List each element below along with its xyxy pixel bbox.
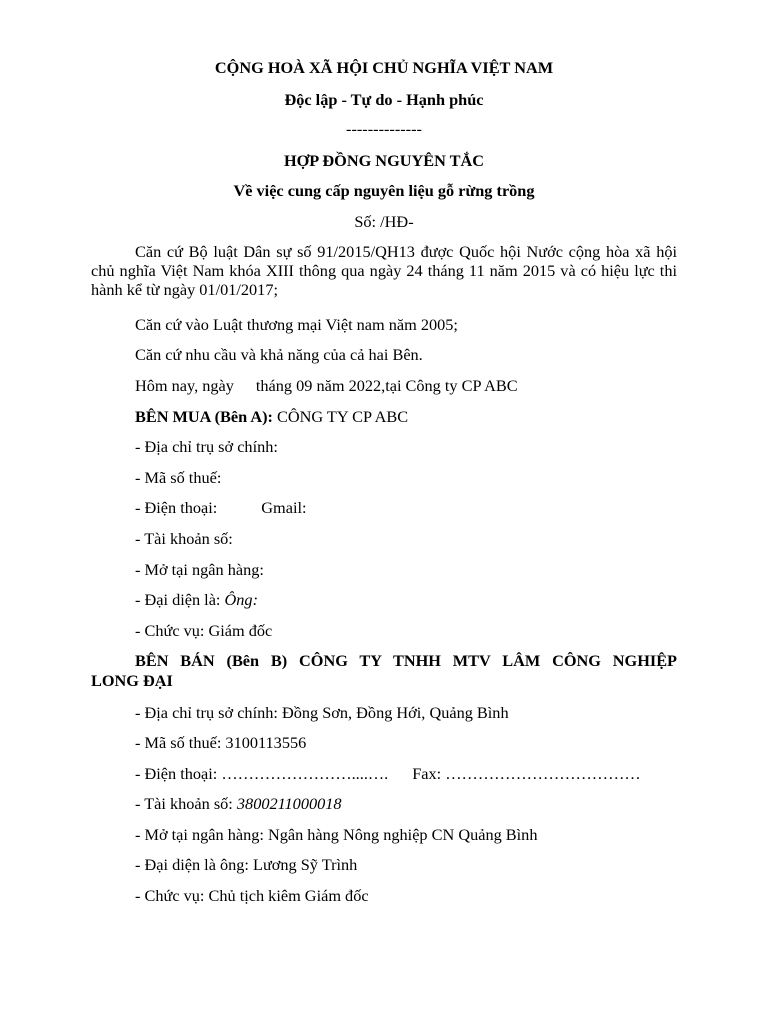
party-a-address: - Địa chỉ trụ sở chính: (135, 437, 278, 456)
party-a-heading (91, 407, 677, 426)
contract-date-place (91, 376, 677, 395)
date-prefix: Hôm nay, ngày (135, 376, 234, 395)
party-b-heading-line1: BÊN BÁN (Bên B) CÔNG TY TNHH MTV LÂM CÔNG NGHIỆP (135, 651, 677, 670)
party-b-account-value: 3800211000018 (236, 794, 342, 813)
party-a-position: - Chức vụ: Giám đốc (135, 621, 273, 640)
party-b-representative: - Đại diện là ông: Lương Sỹ Trình (135, 855, 358, 874)
party-a-bank: - Mở tại ngân hàng: (135, 560, 264, 579)
contract-number: Số: /HĐ- (354, 212, 414, 231)
party-b-heading-line2: LONG ĐẠI (91, 671, 173, 690)
party-a-label: BÊN MUA (Bên A): (135, 407, 273, 426)
party-a-account: - Tài khoản số: (135, 529, 233, 548)
party-a-phone: - Điện thoại: (135, 498, 218, 517)
party-a-representative-label: - Đại diện là: (135, 590, 221, 609)
basis-civil-code: Căn cứ Bộ luật Dân sự số 91/2015/QH13 được Quốc hội Nước cộng hòa xã hội chủ nghĩa Việt Nam khóa XIII thông qua ngày 24 tháng 11 năm 2015 và có hiệu lực thi hành kể từ ngày 01/01/2017; (91, 242, 677, 299)
party-b-contact (91, 764, 677, 783)
party-b-bank: - Mở tại ngân hàng: Ngân hàng Nông nghiệp CN Quảng Bình (135, 825, 538, 844)
national-motto: Độc lập - Tự do - Hạnh phúc (284, 90, 484, 109)
party-b-account (91, 794, 677, 813)
party-b-phone: - Điện thoại: ……………………....…. (135, 764, 389, 783)
date-suffix: tháng 09 năm 2022,tại Công ty CP ABC (255, 376, 518, 395)
basis-commercial-law: Căn cứ vào Luật thương mại Việt nam năm 2005; (135, 315, 458, 334)
contract-title: HỢP ĐỒNG NGUYÊN TẮC (283, 151, 485, 170)
party-b-address: - Địa chỉ trụ sở chính: Đồng Sơn, Đồng Hới, Quảng Bình (135, 703, 509, 722)
header-separator: -------------- (346, 119, 422, 138)
party-a-representative-value: Ông: (224, 590, 258, 609)
party-a-gmail: Gmail: (261, 498, 307, 517)
party-b-account-label: - Tài khoản số: (135, 794, 233, 813)
party-a-tax-code: - Mã số thuế: (135, 468, 222, 487)
party-a-name: CÔNG TY CP ABC (277, 407, 409, 426)
party-b-fax: Fax: ……………………………… (412, 764, 641, 783)
party-b-tax-code: - Mã số thuế: 3100113556 (135, 733, 307, 752)
party-a-representative (91, 590, 677, 609)
basis-needs: Căn cứ nhu cầu và khả năng của cả hai Bên. (135, 345, 423, 364)
party-b-position: - Chức vụ: Chủ tịch kiêm Giám đốc (135, 886, 369, 905)
national-title: CỘNG HOÀ XÃ HỘI CHỦ NGHĨA VIỆT NAM (214, 58, 554, 77)
party-a-contact (91, 498, 677, 517)
contract-subject: Về việc cung cấp nguyên liệu gỗ rừng trồng (233, 181, 535, 200)
